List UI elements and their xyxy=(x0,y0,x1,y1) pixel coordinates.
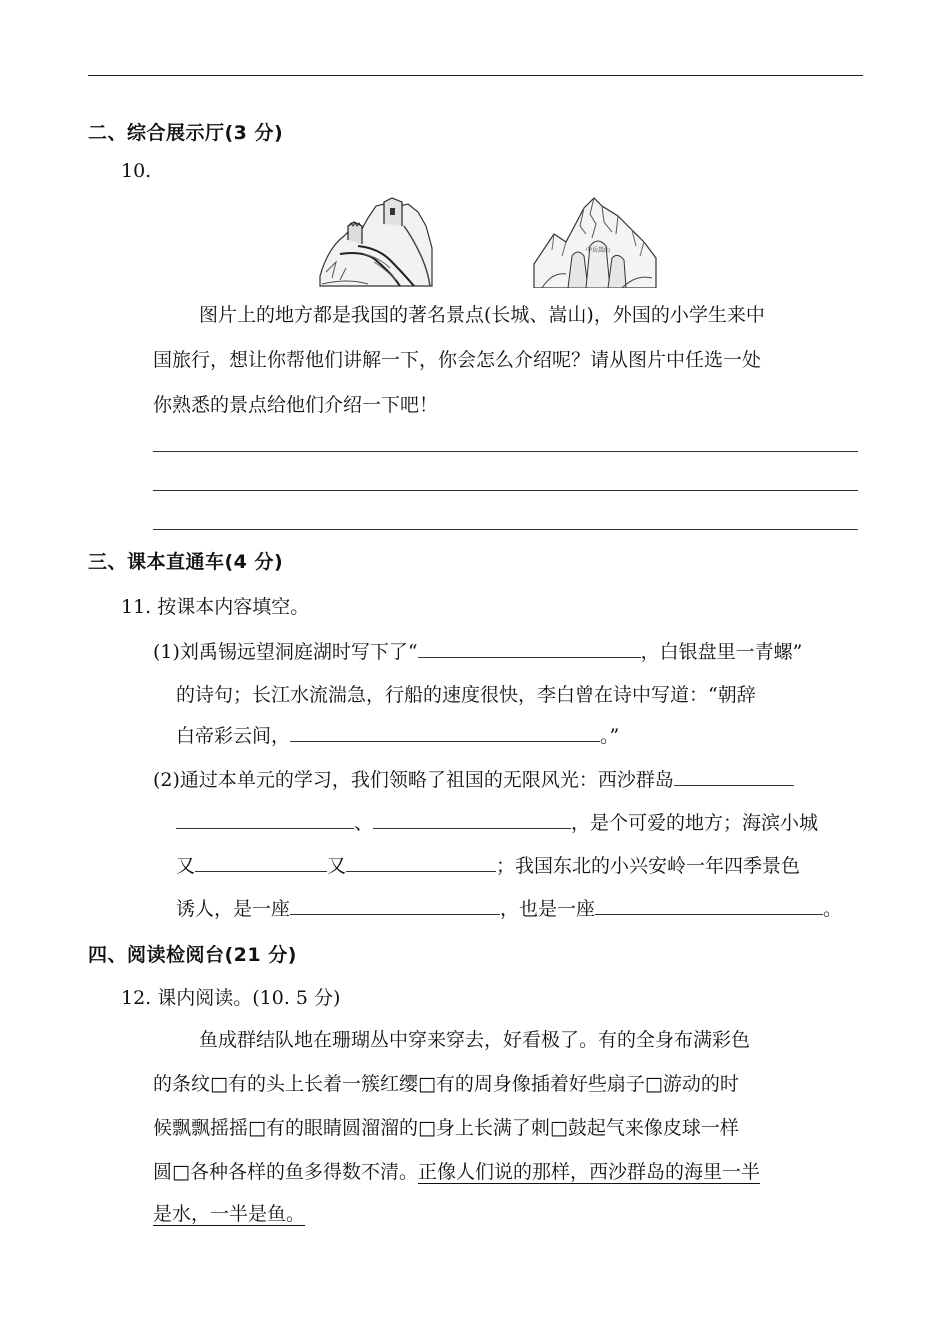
section-heading-2: 二、综合展示厅(3 分) xyxy=(88,122,284,144)
blank-p2-5[interactable] xyxy=(346,853,496,872)
passage-line-1: 鱼成群结队地在珊瑚丛中穿来穿去，好看极了。有的全身布满彩色 xyxy=(199,1029,751,1051)
question-12-stem: 12. 课内阅读。(10. 5 分) xyxy=(121,987,341,1009)
q11-p1-text-b: ，白银盘里一青螺” xyxy=(640,641,803,663)
top-rule xyxy=(88,75,863,76)
q11-p2-text-g: 诱人，是一座 xyxy=(176,898,291,920)
answer-line-2[interactable] xyxy=(153,490,858,491)
blank-p2-2[interactable] xyxy=(176,810,354,829)
question-10-number: 10. xyxy=(121,160,152,182)
q11-p1-text-c: 白帝彩云间， xyxy=(176,725,291,747)
q11-p1-text-a: (1)刘禹锡远望洞庭湖时写下了“ xyxy=(153,641,418,663)
songshan-label: 中岳嵩山 xyxy=(586,247,611,254)
passage-underlined-sentence-a: 正像人们说的那样，西沙群岛的海里一半 xyxy=(417,1161,760,1183)
passage-line-4-plain: 圆□各种各样的鱼多得数不清。 xyxy=(153,1161,418,1183)
answer-line-3[interactable] xyxy=(153,529,858,530)
great-wall-icon xyxy=(318,196,434,288)
q11-p2-text-e: 又 xyxy=(327,855,347,877)
q11-part1-line2: 的诗句；长江水流湍急，行船的速度很快，李白曾在诗中写道：“朝辞 xyxy=(176,684,756,706)
blank-p1-1[interactable] xyxy=(418,639,641,658)
q11-p2-text-d: 又 xyxy=(176,855,196,877)
blank-p1-2[interactable] xyxy=(290,723,600,742)
question-11-stem: 11. 按课本内容填空。 xyxy=(121,596,310,618)
section-heading-4: 四、阅读检阅台(21 分) xyxy=(88,944,297,966)
blank-p2-4[interactable] xyxy=(195,853,327,872)
songshan-mountain-icon xyxy=(532,194,658,288)
q11-part2-line2 xyxy=(176,808,818,835)
passage-line-4 xyxy=(153,1157,760,1184)
q11-p2-text-f: ；我国东北的小兴安岭一年四季景色 xyxy=(496,855,801,877)
blank-p2-7[interactable] xyxy=(595,896,823,915)
q11-p2-text-h: ，也是一座 xyxy=(500,898,596,920)
q10-prompt-line-1: 图片上的地方都是我国的著名景点(长城、嵩山)，外国的小学生来中 xyxy=(199,304,765,326)
passage-underlined-sentence-b: 是水，一半是鱼。 xyxy=(153,1203,306,1225)
q11-part2-line4 xyxy=(176,894,842,921)
q10-prompt-line-2: 国旅行，想让你帮他们讲解一下，你会怎么介绍呢？请从图片中任选一处 xyxy=(153,349,762,371)
q11-p2-text-i: 。 xyxy=(823,898,843,920)
section-heading-3: 三、课本直通车(4 分) xyxy=(88,551,284,573)
q11-p1-text-d: 。” xyxy=(600,725,620,747)
blank-p2-3[interactable] xyxy=(373,810,571,829)
passage-line-3: 候飘飘摇摇□有的眼睛圆溜溜的□身上长满了刺□鼓起气来像皮球一样 xyxy=(153,1117,739,1139)
q11-p2-text-b: 、 xyxy=(354,812,374,834)
q11-part1-line3 xyxy=(176,721,619,748)
q11-p2-text-c: ，是个可爱的地方；海滨小城 xyxy=(571,812,819,834)
q11-part2-line1 xyxy=(153,765,794,792)
passage-line-5 xyxy=(153,1199,305,1226)
q11-p2-text-a: (2)通过本单元的学习，我们领略了祖国的无限风光：西沙群岛 xyxy=(153,769,674,791)
answer-line-1[interactable] xyxy=(153,451,858,452)
blank-p2-6[interactable] xyxy=(290,896,500,915)
blank-p2-1[interactable] xyxy=(674,767,794,786)
q10-prompt-line-3: 你熟悉的景点给他们介绍一下吧！ xyxy=(153,394,439,416)
passage-line-2: 的条纹□有的头上长着一簇红缨□有的周身像插着好些扇子□游动的时 xyxy=(153,1073,739,1095)
q11-part1-line1 xyxy=(153,637,802,664)
q11-part2-line3 xyxy=(176,851,800,878)
